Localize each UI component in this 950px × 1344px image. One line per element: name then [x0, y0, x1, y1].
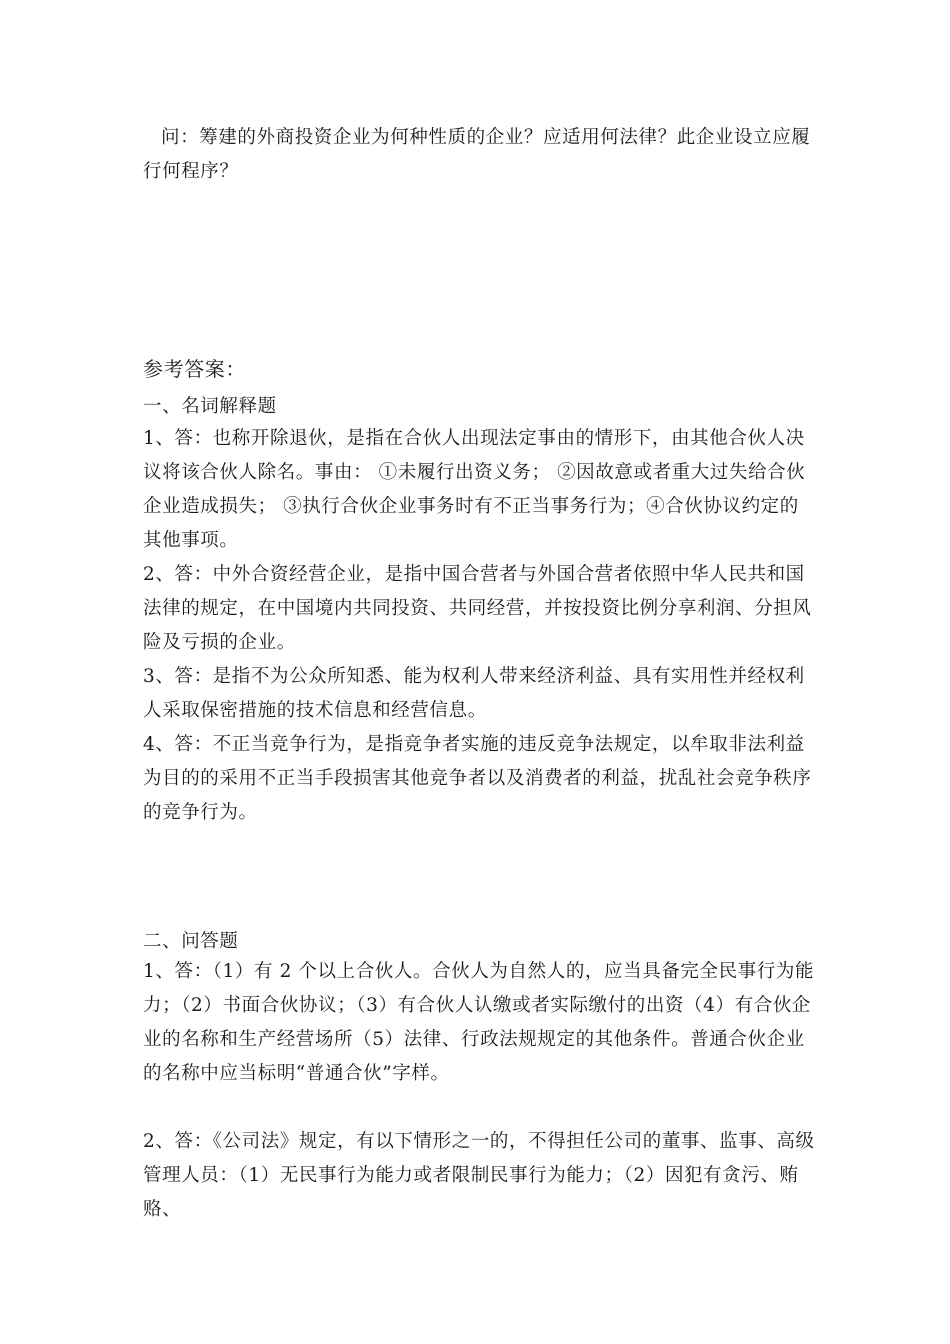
section1-item-4: 4、答：不正当竞争行为，是指竞争者实施的违反竞争法规定，以牟取非法利益为目的的采用不正当手段损害其他竞争者以及消费者的利益，扰乱社会竞争秩序的竞争行为。 — [143, 734, 812, 823]
section1-heading: 一、名词解释题 — [143, 396, 277, 417]
section1-item-2: 2、答：中外合资经营企业，是指中国合营者与外国合营者依照中华人民共和国法律的规定，在中国境内共同投资、共同经营，并按投资比例分享利润、分担风险及亏损的企业。 — [143, 564, 812, 653]
section2-item-1: 1、答：（1）有 2 个以上合伙人。合伙人为自然人的，应当具备完全民事行为能力；（2）书面合伙协议；（3）有合伙人认缴或者实际缴付的出资（4）有合伙企业的名称和生产经营场所（5）法律、行政法规规定的其他条件。普通合伙企业的名称中应当标明“普通合伙”字样。 — [143, 961, 815, 1084]
section1-item-3: 3、答：是指不为公众所知悉、能为权利人带来经济利益、具有实用性并经权利人采取保密措施的技术信息和经营信息。 — [143, 666, 805, 721]
section2-item-2: 2、答：《公司法》规定，有以下情形之一的，不得担任公司的董事、监事、高级管理人员：（1）无民事行为能力或者限制民事行为能力；（2）因犯有贪污、贿赂、 — [143, 1131, 815, 1220]
section1-item-1: 1、答：也称开除退伙，是指在合伙人出现法定事由的情形下，由其他合伙人决议将该合伙人除名。事由： ①未履行出资义务； ②因故意或者重大过失给合伙企业造成损失； ③执行合伙企业事务时有不正当事务行为；④合伙协议约定的其他事项。 — [143, 428, 806, 551]
section1-body — [143, 422, 815, 830]
answer-heading: 参考答案： — [143, 357, 246, 381]
section2-heading: 二、问答题 — [143, 931, 239, 952]
case-question: 问：筹建的外商投资企业为何种性质的企业？应适用何法律？此企业设立应履行何程序？ — [143, 127, 811, 182]
section2-body — [143, 955, 815, 1227]
